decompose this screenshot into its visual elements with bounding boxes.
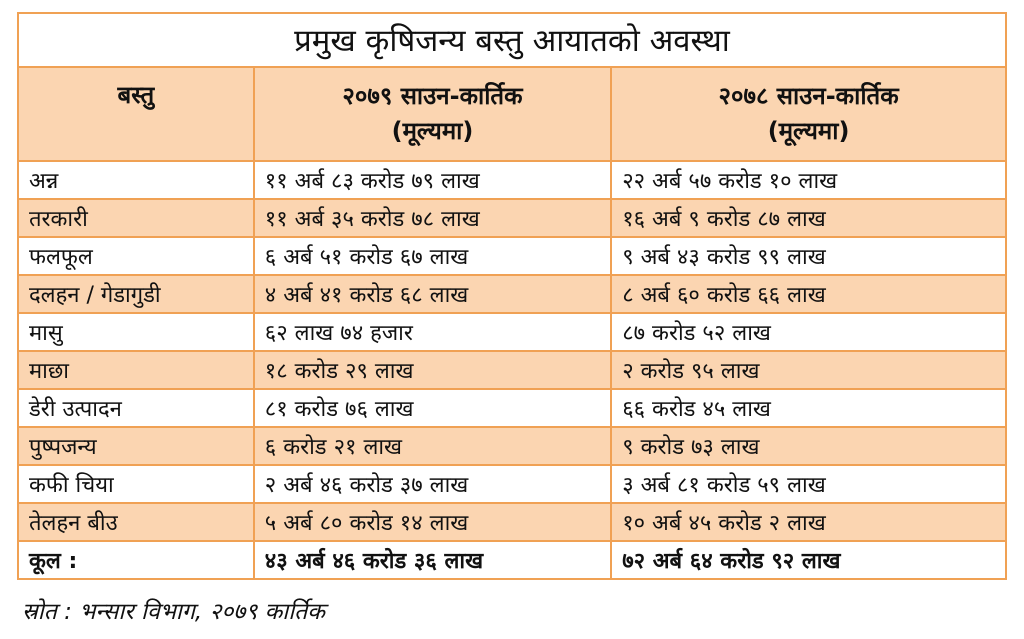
value-2078-cell: १६ अर्ब ९ करोड ८७ लाख (611, 199, 1006, 237)
header-item: बस्तु (18, 67, 254, 161)
value-2079-cell: ६ अर्ब ५१ करोड ६७ लाख (254, 237, 611, 275)
total-label: कूल : (18, 541, 254, 579)
item-cell: अन्न (18, 161, 254, 199)
value-2079-cell: ४ अर्ब ४१ करोड ६८ लाख (254, 275, 611, 313)
total-row (18, 541, 1006, 579)
total-2078: ७२ अर्ब ६४ करोड ९२ लाख (611, 541, 1006, 579)
item-cell: माछा (18, 351, 254, 389)
value-2078-cell: ३ अर्ब ८१ करोड ५९ लाख (611, 465, 1006, 503)
table-title: प्रमुख कृषिजन्य बस्तु आयातको अवस्था (18, 13, 1006, 67)
value-2078-cell: ९ अर्ब ४३ करोड ९९ लाख (611, 237, 1006, 275)
table-row (18, 465, 1006, 503)
value-2079-cell: २ अर्ब ४६ करोड ३७ लाख (254, 465, 611, 503)
table-row (18, 313, 1006, 351)
value-2079-cell: ८१ करोड ७६ लाख (254, 389, 611, 427)
total-2079: ४३ अर्ब ४६ करोड ३६ लाख (254, 541, 611, 579)
table-row (18, 351, 1006, 389)
item-cell: कफी चिया (18, 465, 254, 503)
title-row (18, 13, 1006, 67)
value-2078-cell: ८७ करोड ५२ लाख (611, 313, 1006, 351)
item-cell: डेरी उत्पादन (18, 389, 254, 427)
item-cell: पुष्पजन्य (18, 427, 254, 465)
item-cell: तरकारी (18, 199, 254, 237)
value-2078-cell: ९ करोड ७३ लाख (611, 427, 1006, 465)
value-2079-cell: ११ अर्ब ३५ करोड ७८ लाख (254, 199, 611, 237)
source-note: स्रोत : भन्सार विभाग, २०७९ कार्तिक (22, 599, 325, 625)
table-row (18, 161, 1006, 199)
value-2078-cell: २२ अर्ब ५७ करोड १० लाख (611, 161, 1006, 199)
value-2079-cell: १८ करोड २९ लाख (254, 351, 611, 389)
value-2079-cell: ६ करोड २१ लाख (254, 427, 611, 465)
header-2079-period: २०७९ साउन-कार्तिक (342, 82, 523, 111)
table-row (18, 427, 1006, 465)
item-cell: तेलहन बीउ (18, 503, 254, 541)
header-2078-period: २०७८ साउन-कार्तिक (718, 82, 899, 111)
header-row (18, 67, 1006, 161)
value-2078-cell: ८ अर्ब ६० करोड ६६ लाख (611, 275, 1006, 313)
value-2079-cell: ६२ लाख ७४ हजार (254, 313, 611, 351)
item-cell: दलहन / गेडागुडी (18, 275, 254, 313)
header-2079-unit: (मूल्यमा) (391, 117, 474, 145)
value-2078-cell: २ करोड ९५ लाख (611, 351, 1006, 389)
header-2079 (254, 67, 611, 161)
table-row (18, 199, 1006, 237)
header-2078 (611, 67, 1006, 161)
value-2079-cell: ११ अर्ब ८३ करोड ७९ लाख (254, 161, 611, 199)
item-cell: फलफूल (18, 237, 254, 275)
header-2078-unit: (मूल्यमा) (767, 117, 850, 145)
table-row (18, 237, 1006, 275)
agri-import-table (17, 12, 1007, 580)
table-row (18, 389, 1006, 427)
import-table-container (17, 12, 1007, 580)
table-row (18, 503, 1006, 541)
value-2078-cell: १० अर्ब ४५ करोड २ लाख (611, 503, 1006, 541)
value-2078-cell: ६६ करोड ४५ लाख (611, 389, 1006, 427)
value-2079-cell: ५ अर्ब ८० करोड १४ लाख (254, 503, 611, 541)
table-row (18, 275, 1006, 313)
item-cell: मासु (18, 313, 254, 351)
